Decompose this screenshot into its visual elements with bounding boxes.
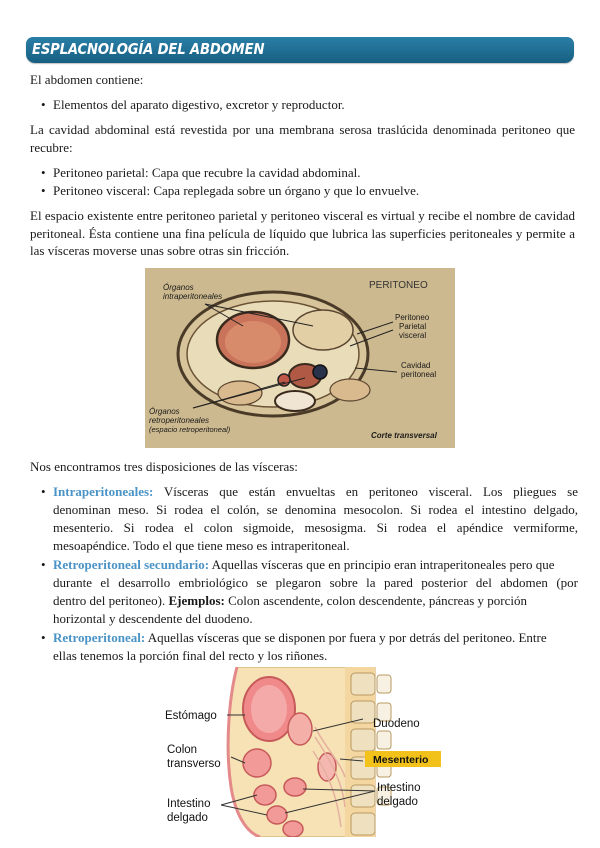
bullet-dot: • bbox=[41, 630, 46, 645]
secundario-line-2: durante el desarrollo embriológico se plegaron sobre la pared posterior del abdomen (por bbox=[53, 575, 578, 590]
bullet-dot: • bbox=[41, 557, 46, 572]
cavity-paragraph: El espacio existente entre peritoneo parietal y peritoneo visceral es virtual y recibe el nombre de cavidad peritoneal. Ésta contiene una fina película de líquido que lubrica las superficies peritoneales y permite a las vísceras moverse unas sobre otras sin fricción. bbox=[30, 208, 575, 258]
intra-line-4: mesoapéndice. Todo el que tiene meso es intraperitoneal. bbox=[53, 538, 350, 553]
bullet-dot: • bbox=[41, 165, 46, 180]
label-pp-2: Parietal bbox=[399, 322, 427, 331]
retro-term: Retroperitoneal: bbox=[53, 630, 146, 645]
label-delgado-r2: delgado bbox=[377, 796, 418, 808]
intra-term: Intraperitoneales: bbox=[53, 484, 154, 499]
label-mesenterio: Mesenterio bbox=[373, 754, 429, 766]
bullet-dot: • bbox=[41, 484, 46, 499]
secundario-text-b: Colon ascendente, colon descendente, páncreas y porción bbox=[224, 593, 527, 608]
label-delgado-r1: Intestino bbox=[377, 782, 421, 794]
intra-line-3: mesenterio. Si rodea el colon sigmoide, mesosigma. Si rodea el apéndice vermiforme, bbox=[53, 520, 578, 535]
secundario-line-1 bbox=[53, 556, 555, 574]
section-banner bbox=[26, 37, 574, 63]
secundario-line-3 bbox=[53, 592, 527, 610]
label-estomago: Estómago bbox=[165, 710, 217, 722]
label-cav-1: Cavidad bbox=[401, 361, 431, 370]
label-duodeno: Duodeno bbox=[373, 718, 420, 730]
intra-line-1 bbox=[53, 483, 578, 501]
secundario-line-4: horizontal y descendente del duodeno. bbox=[53, 611, 253, 626]
label-pp-1: Peritoneo bbox=[395, 313, 430, 322]
secundario-text: Aquellas vísceras que en principio eran intraperitoneales pero que bbox=[209, 557, 555, 572]
intra-line-2: denominan meso. Si rodea el colón, se denomina mesocolon. Si rodea el intestino delgado, bbox=[53, 502, 578, 517]
label-retro-2: retroperitoneales bbox=[149, 416, 210, 425]
intro-bullet: Elementos del aparato digestivo, excretor y reproductor. bbox=[53, 97, 345, 112]
label-colon-2: transverso bbox=[167, 758, 221, 770]
sagittal-section-figure bbox=[165, 667, 455, 837]
sagittal-illustration bbox=[165, 667, 455, 837]
secundario-term: Retroperitoneal secundario: bbox=[53, 557, 210, 572]
label-retro-3: (espacio retroperitoneal) bbox=[149, 425, 231, 434]
peritoneum-cross-section-figure bbox=[145, 268, 455, 448]
label-intra-2: intraperitoneales bbox=[163, 292, 223, 301]
retro-line-2: ellas tenemos la porción final del recto y los riñones. bbox=[53, 648, 328, 663]
bullet-dot: • bbox=[41, 97, 46, 112]
label-pp-3: visceral bbox=[399, 331, 427, 340]
label-intra-1: Órganos bbox=[163, 283, 194, 292]
intro-line: El abdomen contiene: bbox=[30, 72, 144, 87]
bullet-visceral: Peritoneo visceral: Capa replegada sobre un órgano y que lo envuelve. bbox=[53, 183, 420, 198]
figure1-caption: Corte transversal bbox=[371, 431, 437, 440]
bullet-dot: • bbox=[41, 183, 46, 198]
figure1-title: PERITONEO bbox=[369, 280, 428, 291]
cross-section-illustration bbox=[145, 268, 455, 448]
retro-text: Aquellas vísceras que se disponen por fuera y por detrás del peritoneo. Entre bbox=[145, 630, 547, 645]
label-retro-1: Órganos bbox=[149, 407, 180, 416]
label-colon-1: Colon bbox=[167, 744, 198, 756]
label-delgado-l2: delgado bbox=[167, 812, 208, 824]
section-title: ESPLACNOLOGÍA DEL ABDOMEN bbox=[32, 40, 265, 58]
ejemplos-label: Ejemplos: bbox=[168, 593, 225, 608]
label-delgado-l1: Intestino bbox=[167, 798, 211, 810]
peritoneo-paragraph: La cavidad abdominal está revestida por una membrana serosa traslúcida denominada peritoneo que recubre: bbox=[30, 122, 575, 155]
label-cav-2: peritoneal bbox=[401, 370, 437, 379]
secundario-text-a: dentro del peritoneo). bbox=[53, 593, 169, 608]
bullet-parietal: Peritoneo parietal: Capa que recubre la cavidad abdominal. bbox=[53, 165, 361, 180]
intra-text: Vísceras que están envueltas en peritoneo visceral. Los pliegues se bbox=[153, 484, 578, 499]
retro-line-1 bbox=[53, 629, 547, 647]
dispositions-intro: Nos encontramos tres disposiciones de las vísceras: bbox=[30, 459, 298, 474]
